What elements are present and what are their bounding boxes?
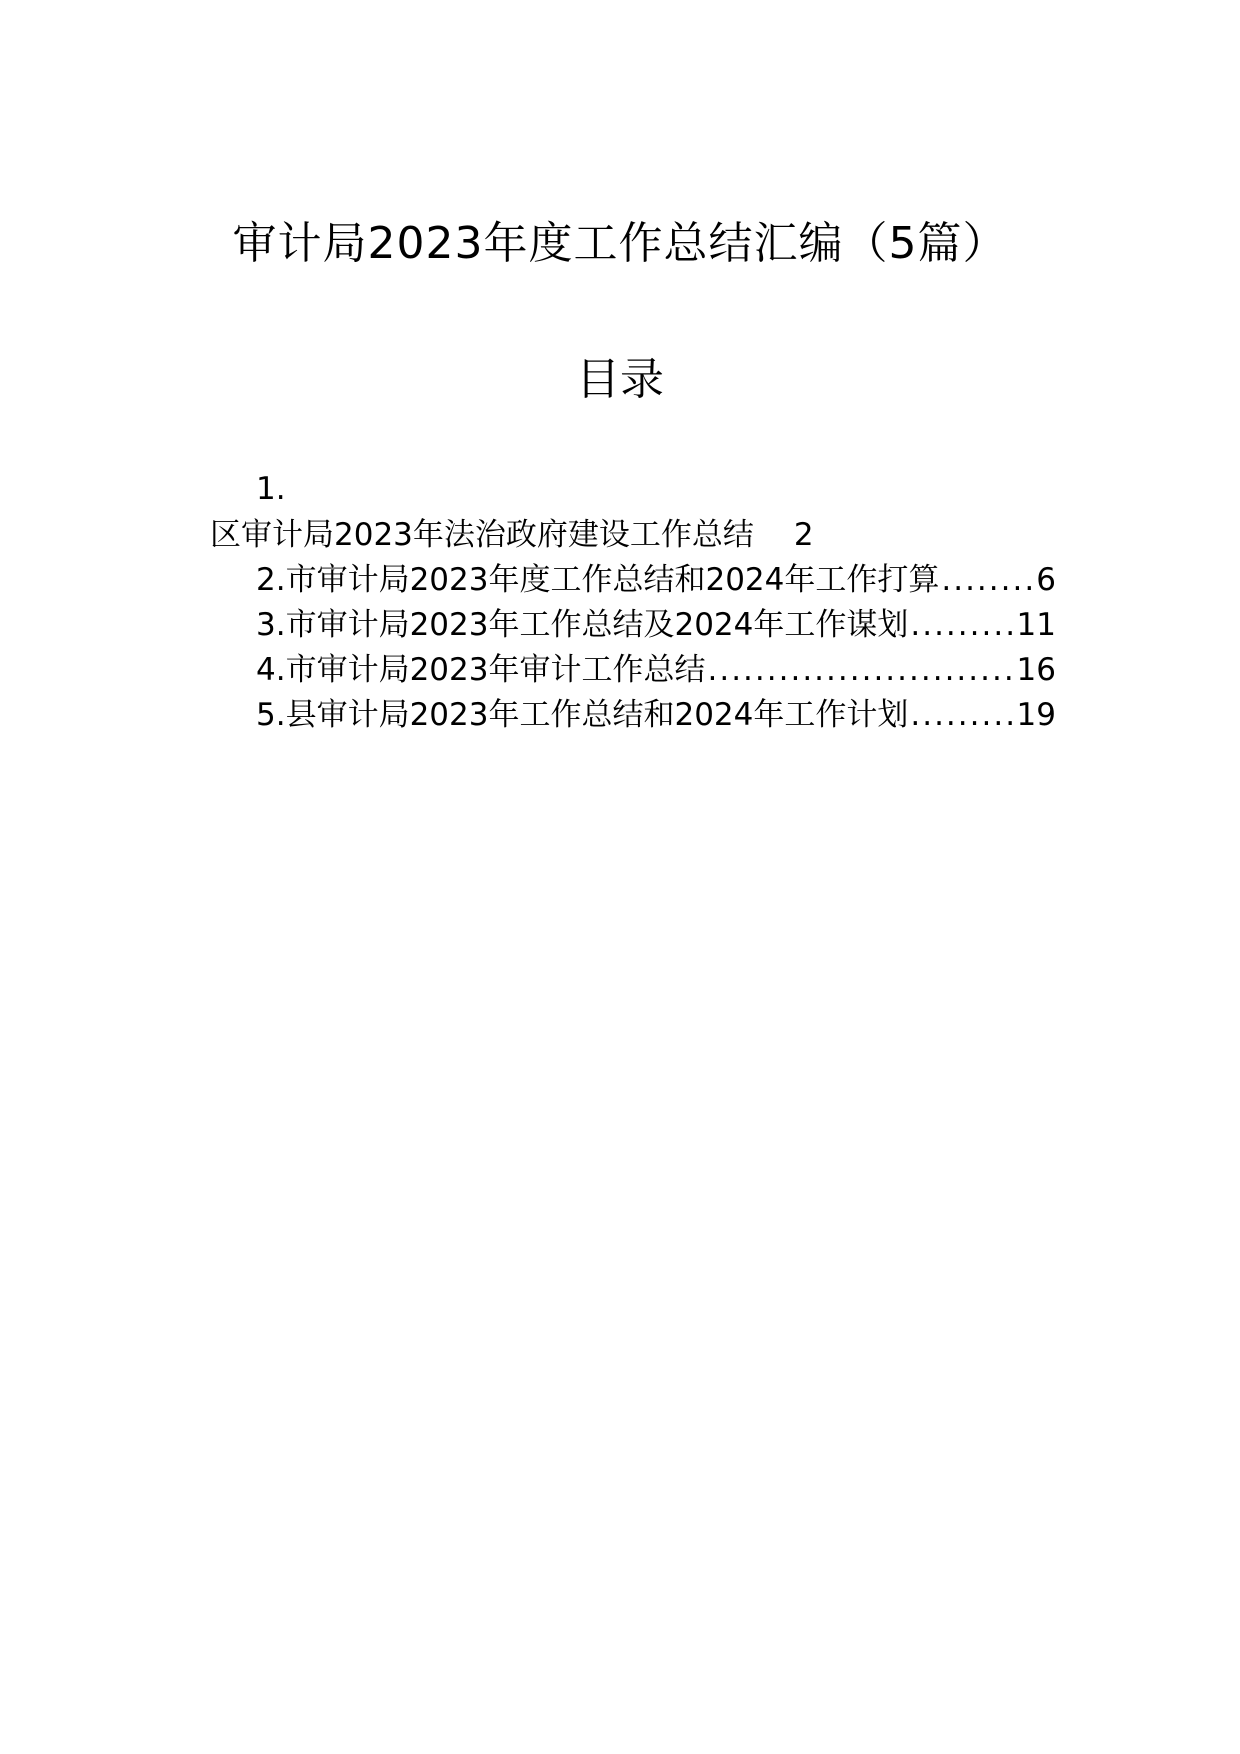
- toc-item-5-number: 5.: [256, 697, 286, 733]
- toc-leader-dots: [707, 648, 1014, 693]
- toc-item-3-number: 3.: [256, 607, 286, 643]
- toc-item-2-number: 2.: [256, 562, 286, 598]
- toc-item-2[interactable]: [210, 558, 1056, 603]
- toc-item-5-text: 县审计局2023年工作总结和2024年工作计划: [285, 697, 909, 733]
- toc-item-4[interactable]: [210, 648, 1056, 693]
- toc-item-3-text: 市审计局2023年工作总结及2024年工作谋划: [285, 607, 909, 643]
- toc-item-1[interactable]: [210, 512, 1060, 558]
- document-title: 审计局2023年度工作总结汇编（5篇）: [232, 218, 1008, 269]
- toc-item-4-number: 4.: [256, 652, 286, 688]
- toc-item-4-text: 市审计局2023年审计工作总结: [285, 652, 706, 688]
- table-of-contents: [210, 466, 1060, 738]
- toc-item-1-page: 2: [793, 517, 814, 553]
- toc-leader-dots: [910, 603, 1014, 648]
- toc-item-5-page: 19: [1016, 697, 1056, 733]
- toc-item-5[interactable]: [210, 693, 1056, 738]
- toc-leader-dots: [910, 693, 1014, 738]
- toc-heading: 目录: [576, 354, 664, 405]
- toc-item-2-text: 市审计局2023年度工作总结和2024年工作打算: [285, 562, 940, 598]
- toc-leader-dots: [941, 558, 1034, 603]
- toc-item-1-number[interactable]: 1.: [256, 471, 286, 507]
- toc-item-4-page: 16: [1016, 652, 1056, 688]
- toc-item-3-page: 11: [1016, 607, 1056, 643]
- toc-item-2-page: 6: [1036, 562, 1056, 598]
- toc-item-3[interactable]: [210, 603, 1056, 648]
- toc-item-1-text: 区审计局2023年法治政府建设工作总结: [210, 517, 754, 553]
